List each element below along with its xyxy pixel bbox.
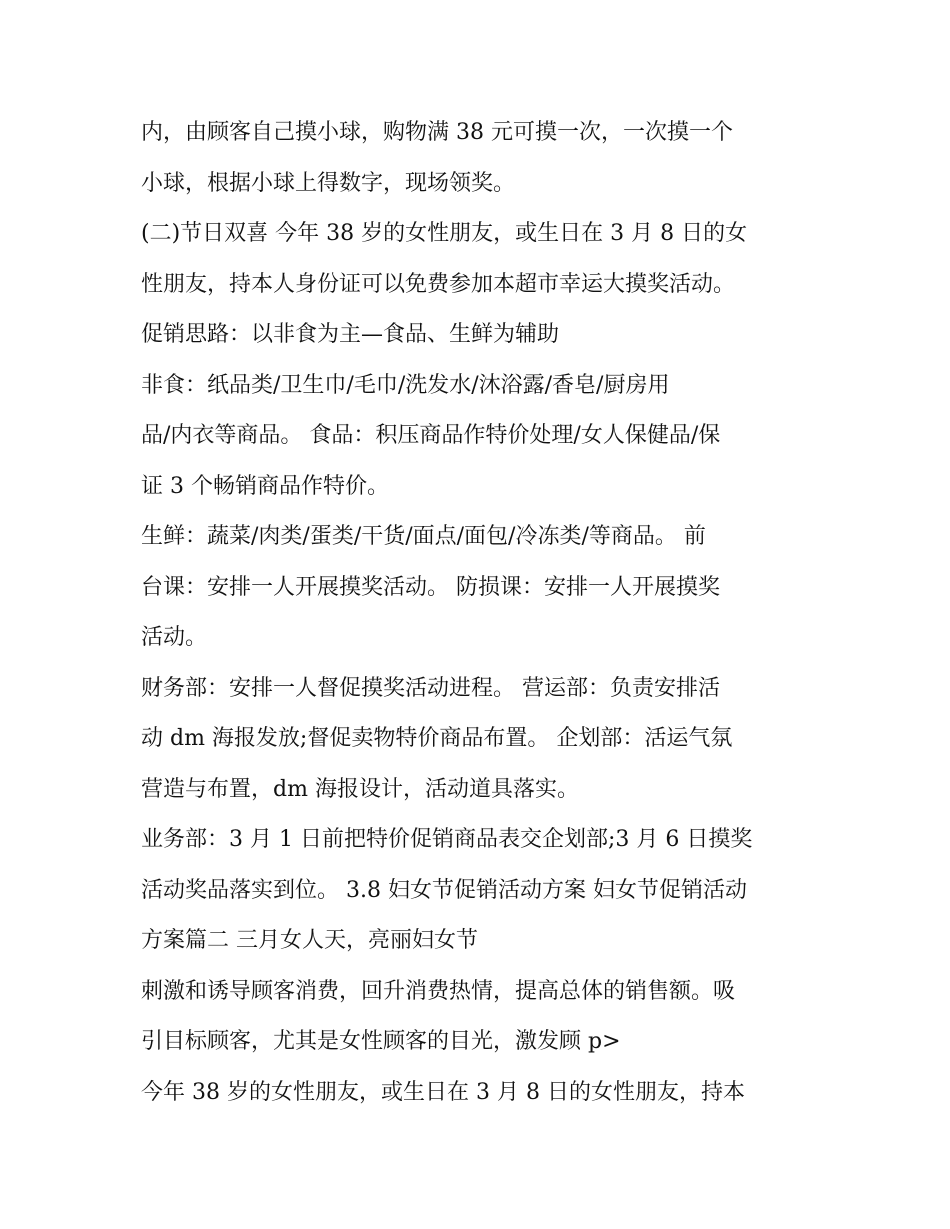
text-line: 今年 38 岁的女性朋友，或生日在 3 月 8 日的女性朋友，持本	[141, 1079, 745, 1105]
text-line: 方案篇二 三月女人天，亮丽妇女节	[141, 928, 478, 953]
text-line: 内，由顾客自己摸小球，购物满 38 元可摸一次，一次摸一个	[141, 120, 733, 145]
text-line: 动 dm 海报发放;督促卖物特价商品布置。 企划部：活运气氛	[141, 726, 733, 751]
text-line: 证 3 个畅销商品作特价。	[141, 473, 389, 499]
text-line: 生鲜：蔬菜/肉类/蛋类/干货/面点/面包/冷冻类/等商品。 前	[141, 524, 706, 549]
text-line: (二)节日双喜 今年 38 岁的女性朋友，或生日在 3 月 8 日的女	[141, 221, 748, 246]
text-line: 品/内衣等商品。 食品：积压商品作特价处理/女人保健品/保	[141, 423, 721, 448]
text-line: 活动。	[141, 625, 208, 650]
document-body	[141, 108, 821, 1118]
text-line: 财务部：安排一人督促摸奖活动进程。 营运部：负责安排活	[141, 675, 720, 701]
text-line: 业务部：3 月 1 日前把特价促销商品表交企划部;3 月 6 日摸奖	[141, 827, 753, 852]
text-line: 营造与布置，dm 海报设计，活动道具落实。	[141, 776, 579, 802]
text-line: 促销思路：以非食为主—食品、生鲜为辅助	[141, 322, 560, 347]
text-line: 非食：纸品类/卫生巾/毛巾/洗发水/沐浴露/香皂/厨房用	[141, 372, 670, 398]
text-line: 刺激和诱导顾客消费，回升消费热情，提高总体的销售额。吸	[141, 978, 736, 1004]
text-line: 引目标顾客，尤其是女性顾客的目光，激发顾 p>	[141, 1029, 621, 1054]
text-line: 性朋友，持本人身份证可以免费参加本超市幸运大摸奖活动。	[141, 271, 736, 297]
text-line: 台课：安排一人开展摸奖活动。 防损课：安排一人开展摸奖	[141, 574, 720, 600]
text-line: 活动奖品落实到位。 3.8 妇女节促销活动方案 妇女节促销活动	[141, 877, 747, 903]
text-line: 小球，根据小球上得数字，现场领奖。	[141, 170, 516, 196]
